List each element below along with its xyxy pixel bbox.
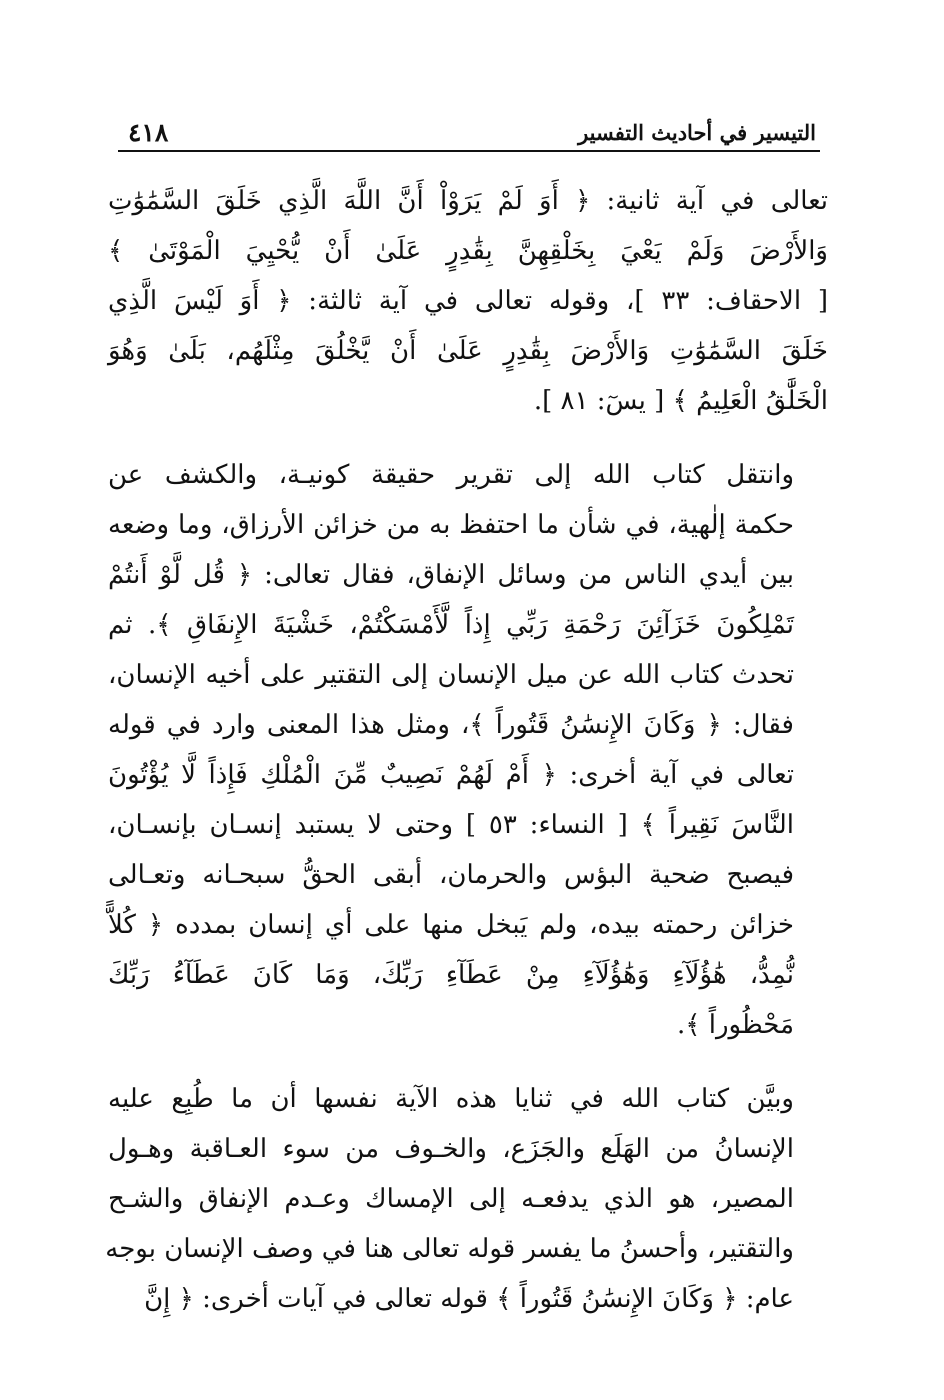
text-line: وبيَّن كتاب الله في ثنايا هذه الآية نفسها أن ما طُبِع عليه xyxy=(108,1084,794,1114)
paragraph xyxy=(108,176,828,426)
text-line: النَّاسَ نَقِيراً ﴾ [ النساء: ٥٣ ] وحتى لا يستبد إنسـان بإنسـان، xyxy=(108,810,795,840)
text-line: فيصبح ضحية البؤس والحرمان، أبقى الحقُّ سبحـانه وتعـالى xyxy=(108,860,794,890)
text-line: تعالى في آية ثانية: ﴿ أَوَ لَمْ يَرَوْاْ أَنَّ اللَّهَ الَّذِي خَلَقَ السَّمَٰوَٰتِ xyxy=(108,186,828,216)
text-line: تحدث كتاب الله عن ميل الإنسان إلى التقتير على أخيه الإنسان، xyxy=(108,660,794,690)
text-line: حكمة إلٰهية، في شأن ما احتفظ به من خزائن الأرزاق، وما وضعه xyxy=(108,510,794,540)
text-line: الإنسانُ من الهَلَع والجَزَع، والخـوف من سوء العـاقبة وهـول xyxy=(108,1134,794,1164)
text-line: الْخَلَّٰقُ الْعَلِيمُ ﴾ [ يسٓ: ٨١ ]. xyxy=(533,386,828,416)
text-line: عام: ﴿ وَكَانَ الإِنسَٰنُ قَتُوراً ﴾ قوله تعالى في آيات أخرى: ﴿ إِنَّ xyxy=(144,1284,794,1314)
text-line: وانتقل كتاب الله إلى تقرير حقيقة كونيـة، والكشف عن xyxy=(108,460,794,490)
paragraph xyxy=(108,450,828,1050)
text-line: [ الاحقاف: ٣٣ ]، وقوله تعالى في آية ثالثة: ﴿ أَوَ لَيْسَ الَّذِي xyxy=(108,286,828,316)
text-line: خزائن رحمته بيده، ولم يَبخل منها على أي إنسان بمدده ﴿ كُلاًّ xyxy=(108,910,794,940)
page-number: ٤١٨ xyxy=(128,118,169,147)
text-line: تعالى في آية أخرى: ﴿ أَمْ لَهُمْ نَصِيبٌ مِّنَ الْمُلْكِ فَإِذاً لَّا يُؤْتُونَ xyxy=(108,760,794,790)
paragraph xyxy=(105,1074,828,1324)
text-line: وَالأَرْضَ وَلَمْ يَعْيَ بِخَلْقِهِنَّ بِقَٰدِرٍ عَلَىٰ أَنْ يُّحْيِيَ الْمَوْتَىٰ ﴾ xyxy=(108,236,828,266)
text-line: والتقتير، وأحسنُ ما يفسر قوله تعالى هنا في وصف الإنسان بوجه xyxy=(105,1234,794,1264)
header-rule xyxy=(118,150,820,152)
page-header xyxy=(118,112,820,152)
text-line: فقال: ﴿ وَكَانَ الإِنسَٰنُ قَتُوراً ﴾، ومثل هذا المعنى وارد في قوله xyxy=(108,710,794,740)
running-title: التيسير في أحاديث التفسير xyxy=(578,120,816,145)
text-line: مَحْظُوراً ﴾. xyxy=(676,1010,794,1040)
text-line: خَلَقَ السَّمَٰوَٰتِ وَالأَرْضَ بِقَٰدِرٍ عَلَىٰ أَنْ يَّخْلُقَ مِثْلَهُم، بَلَىٰ وَهُوَ xyxy=(108,336,828,366)
text-line: نُّمِدُّ، هَٰؤُلَآءِ وَهَٰؤُلَآءِ مِنْ عَطَآءِ رَبِّكَ، وَمَا كَانَ عَطَآءُ رَبِّكَ xyxy=(108,960,794,990)
text-line: تَمْلِكُونَ خَزَآئِنَ رَحْمَةِ رَبِّي إِذاً لَّأَمْسَكْتُمْ، خَشْيَةَ الإِنفَاقِ ﴾. ثم xyxy=(108,610,794,640)
body-text xyxy=(105,176,828,1348)
text-line: بين أيدي الناس من وسائل الإنفاق، فقال تعالى: ﴿ قُل لَّوْ أَنتُمْ xyxy=(108,560,794,590)
text-line: المصير، هو الذي يدفعـه إلى الإمساك وعـدم الإنفاق والشـح xyxy=(108,1184,794,1214)
